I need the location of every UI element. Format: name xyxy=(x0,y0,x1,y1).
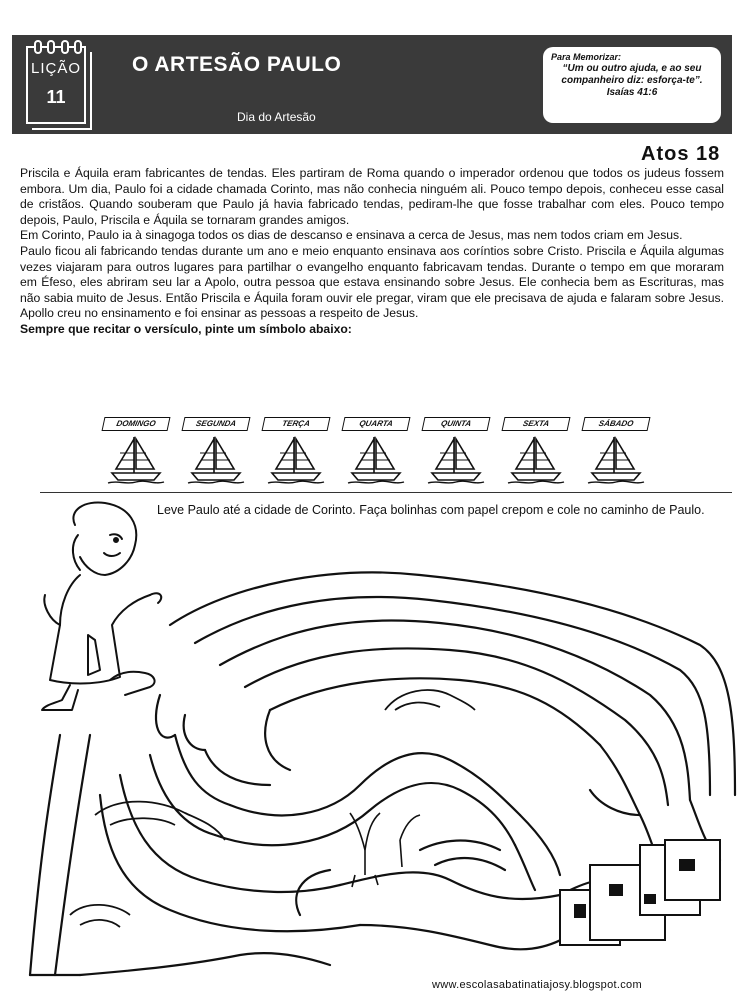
bible-reference: Atos 18 xyxy=(641,143,721,165)
sailboat-icon xyxy=(506,433,566,485)
day-sunday[interactable] xyxy=(103,417,169,485)
day-label: SÁBADO xyxy=(582,417,651,431)
lesson-label: LIÇÃO xyxy=(30,60,81,77)
lesson-calendar-icon xyxy=(26,46,86,124)
day-wednesday[interactable] xyxy=(343,417,409,485)
sailboat-icon xyxy=(186,433,246,485)
footer-url[interactable]: www.escolasabatinatiajosy.blogspot.com xyxy=(432,979,642,991)
section-divider xyxy=(40,492,732,493)
day-monday[interactable] xyxy=(183,417,249,485)
day-friday[interactable] xyxy=(503,417,569,485)
day-thursday[interactable] xyxy=(423,417,489,485)
sailboat-icon xyxy=(106,433,166,485)
day-label: SEXTA xyxy=(502,417,571,431)
paul-figure-icon xyxy=(42,502,161,710)
sailboat-icon xyxy=(266,433,326,485)
memory-verse-reference: Isaías 41:6 xyxy=(606,87,658,98)
day-label: QUARTA xyxy=(342,417,411,431)
sailboat-icon xyxy=(346,433,406,485)
memory-verse-label: Para Memorizar: xyxy=(551,52,622,62)
page-subtitle: Dia do Artesão xyxy=(237,110,316,124)
coloring-instruction: Sempre que recitar o versículo, pinte um símbolo abaixo: xyxy=(20,321,352,336)
day-tuesday[interactable] xyxy=(263,417,329,485)
sailboat-icon xyxy=(586,433,646,485)
story-paragraph-3: Paulo ficou ali fabricando tendas durante um ano e meio enquanto ensinava aos coríntios sobre Cristo. Priscila e Áquila algumas vezes viajaram para outros lugares para partilhar o evangelho enquanto fabricavam tendas. Durante o tempo em que moraram em Éfeso, eles abriram seu lar a Apolo, outra pessoa que estava ensinando sobre Jesus. Ele conhecia bem as Escrituras, mas não sabia muito de Jesus. Então Priscila e Áquila foram ouvir ele pregar, viram que ele precisava de ajuda e falaram sobre Jesus. Apollo creu no ensinamento e foi ensinar as pessoas a respeito de Jesus. xyxy=(20,243,724,321)
maze-instruction: Leve Paulo até a cidade de Corinto. Faça bolinhas com papel crepom e cole no caminho de Paulo. xyxy=(157,503,705,517)
memory-verse-box xyxy=(543,47,721,123)
day-label: QUINTA xyxy=(422,417,491,431)
maze-activity[interactable] xyxy=(0,495,742,980)
day-saturday[interactable] xyxy=(583,417,649,485)
story-text xyxy=(20,166,724,338)
weekday-tracker xyxy=(95,417,655,489)
sailboat-icon xyxy=(426,433,486,485)
day-label: TERÇA xyxy=(262,417,331,431)
calendar-rings xyxy=(34,40,82,54)
story-paragraph-2: Em Corinto, Paulo ia à sinagoga todos os dias de descanso e ensinava a cerca de Jesus, mas nem todos criam em Jesus. xyxy=(20,228,683,243)
page-title: O ARTESÃO PAULO xyxy=(132,53,342,76)
story-paragraph-1: Priscila e Áquila eram fabricantes de tendas. Eles partiram de Roma quando o imperador ordenou que todos os judeus fossem embora. Um dia, Paulo foi a cidade chamada Corinto, mas não conhecia ninguém ali. Pouco tempo depois, conheceu esse casal de cristãos. Quando souberam que Paulo já havia fabricado tendas, pediram-lhe que fosse trabalhar com eles. Pouco tempo depois, Paulo, Priscila e Áquila se tornaram grandes amigos. xyxy=(20,166,724,227)
city-corinth-icon xyxy=(560,840,720,945)
lesson-number: 11 xyxy=(46,87,66,107)
header-banner xyxy=(12,35,732,134)
day-label: DOMINGO xyxy=(102,417,171,431)
day-label: SEGUNDA xyxy=(182,417,251,431)
memory-verse-text: “Um ou outro ajuda, e ao seu companheiro diz: esforça-te”. xyxy=(561,63,703,86)
